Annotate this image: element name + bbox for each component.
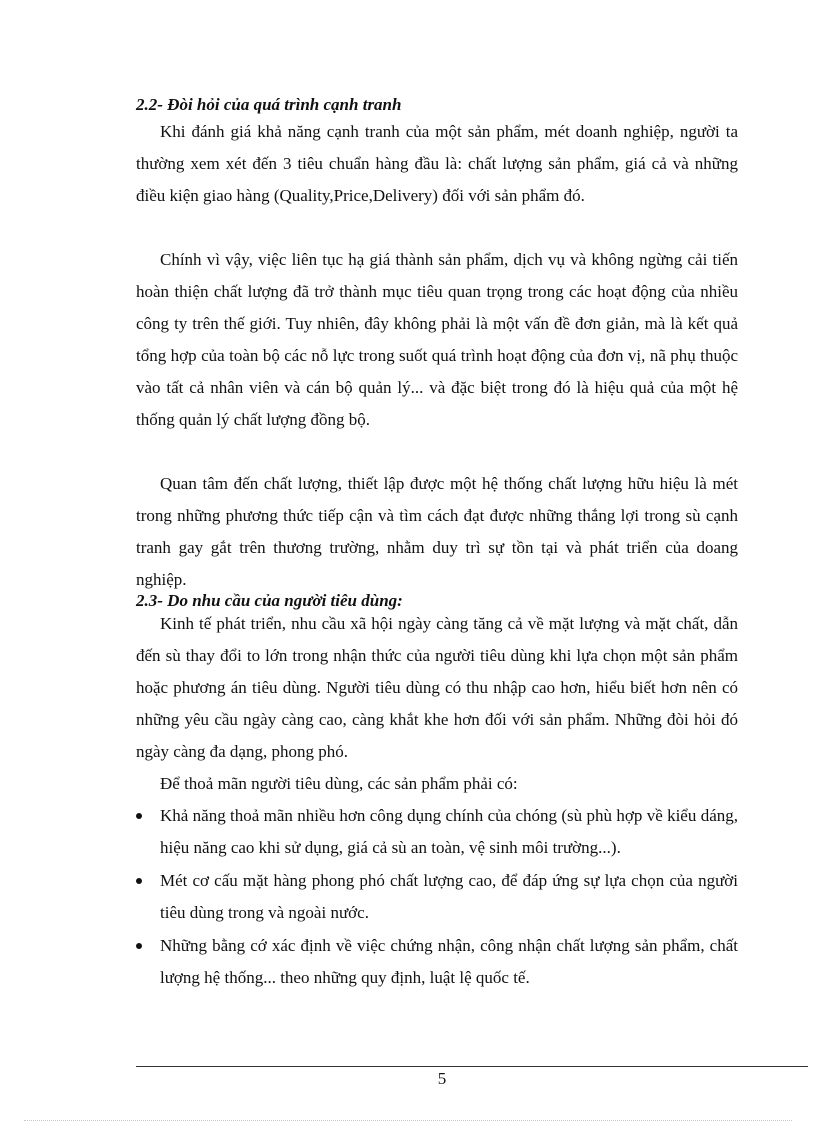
list-item-text: Khả năng thoả mãn nhiều hơn công dụng chính của chóng (sù phù hợp về kiểu dáng, hiệu năng cao khi sử dụng, giá cả sù an toàn, vệ sinh môi trường...). — [160, 806, 738, 857]
bullet-icon — [136, 943, 142, 949]
requirements-list — [136, 800, 738, 994]
page-bottom-border — [24, 1120, 792, 1121]
paragraph: Kinh tế phát triển, nhu cầu xã hội ngày càng tăng cả về mặt lượng và mặt chất, dẫn đến sù thay đổi to lớn trong nhận thức của người tiêu dùng khi lựa chọn một sản phẩm hoặc phương án tiêu dùng. Người tiêu dùng có thu nhập cao hơn, hiểu biết hơn nên có những yêu cầu ngày càng cao, càng khắt khe hơn đối với sản phẩm. Những đòi hỏi đó ngày càng đa dạng, phong phó. — [136, 614, 738, 761]
list-item — [136, 865, 738, 929]
bullet-icon — [136, 813, 142, 819]
section-heading-2-3: 2.3- Do nhu cầu của người tiêu dùng: — [136, 591, 403, 610]
page-number: 5 — [437, 1069, 447, 1088]
paragraph: Chính vì vậy, việc liên tục hạ giá thành sản phẩm, dịch vụ và không ngừng cải tiến hoàn thiện chất lượng đã trở thành mục tiêu quan trọng trong các hoạt động của nhiều công ty trên thế giới. Tuy nhiên, đây không phải là một vấn đề đơn giản, mà là kết quả tổng hợp của toàn bộ các nỗ lực trong suốt quá trình hoạt động của đơn vị, nã phụ thuộc vào tất cả nhân viên và cán bộ quản lý... và đặc biệt trong đó là hiệu quả của một hệ thống quản lý chất lượng đồng bộ. — [136, 250, 738, 429]
list-item-text: Mét cơ cấu mặt hàng phong phó chất lượng cao, để đáp ứng sự lựa chọn của người tiêu dùng trong và ngoài nước. — [160, 871, 738, 922]
paragraph: Quan tâm đến chất lượng, thiết lập được một hệ thống chất lượng hữu hiệu là mét trong những phương thức tiếp cận và tìm cách đạt được những thắng lợi trong sù cạnh tranh gay gắt trên thương trường, nhằm duy trì sự tồn tại và phát triển của doang nghiệp. — [136, 474, 738, 589]
paragraph: Khi đánh giá khả năng cạnh tranh của một sản phẩm, mét doanh nghiệp, người ta thường xem xét đến 3 tiêu chuẩn hàng đầu là: chất lượng sản phẩm, giá cả và những điều kiện giao hàng (Quality,Price,Delivery) đối với sản phẩm đó. — [136, 122, 738, 205]
paragraph: Để thoả mãn người tiêu dùng, các sản phẩm phải có: — [160, 774, 518, 793]
bullet-icon — [136, 878, 142, 884]
footer-divider — [136, 1066, 808, 1067]
list-item-text: Những bằng cớ xác định về việc chứng nhận, công nhận chất lượng sản phẩm, chất lượng hệ thống... theo những quy định, luật lệ quốc tế. — [160, 936, 738, 987]
list-item — [136, 800, 738, 864]
section-heading-2-2: 2.2- Đòi hỏi của quá trình cạnh tranh — [136, 95, 402, 114]
list-item — [136, 930, 738, 994]
